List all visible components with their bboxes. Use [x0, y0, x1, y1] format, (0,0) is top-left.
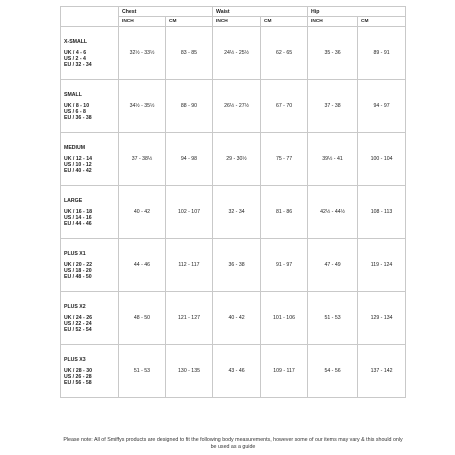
measurement-cell: 89 - 91	[358, 27, 406, 80]
us-size: US / 10 - 12	[64, 162, 92, 168]
uk-size: UK / 4 - 6	[64, 50, 87, 56]
size-name: LARGE	[64, 198, 83, 204]
size-name: PLUS X3	[64, 357, 86, 363]
size-name: PLUS X1	[64, 251, 86, 257]
measurement-cell: 101 - 106	[261, 292, 308, 345]
table-row	[61, 186, 406, 239]
size-name: SMALL	[64, 92, 82, 98]
us-size: US / 26 - 28	[64, 374, 92, 380]
measurement-cell: 40 - 42	[119, 186, 166, 239]
size-cell	[61, 292, 119, 345]
measurement-cell: 54 - 56	[308, 345, 358, 398]
header-unit-cm: CM	[358, 17, 406, 27]
table-row	[61, 133, 406, 186]
measurement-cell: 67 - 70	[261, 80, 308, 133]
measurement-cell: 62 - 65	[261, 27, 308, 80]
measurement-cell: 100 - 104	[358, 133, 406, 186]
table-row	[61, 80, 406, 133]
header-group-waist: Waist	[213, 7, 308, 17]
measurement-cell: 36 - 38	[213, 239, 261, 292]
measurement-cell: 39½ - 41	[308, 133, 358, 186]
size-name: X-SMALL	[64, 39, 88, 45]
measurement-cell: 47 - 49	[308, 239, 358, 292]
eu-size: EU / 32 - 34	[64, 62, 92, 68]
measurement-cell: 121 - 127	[166, 292, 213, 345]
table-row	[61, 27, 406, 80]
uk-size: UK / 20 - 22	[64, 262, 92, 268]
measurement-cell: 109 - 117	[261, 345, 308, 398]
measurement-cell: 37 - 38	[308, 80, 358, 133]
uk-size: UK / 16 - 18	[64, 209, 92, 215]
measurement-cell: 83 - 85	[166, 27, 213, 80]
measurement-cell: 32 - 34	[213, 186, 261, 239]
measurement-cell: 119 - 124	[358, 239, 406, 292]
us-size: US / 2 - 4	[64, 56, 86, 62]
header-unit-inch: INCH	[213, 17, 261, 27]
measurement-cell: 24½ - 25½	[213, 27, 261, 80]
size-cell	[61, 239, 119, 292]
us-size: US / 22 - 24	[64, 321, 92, 327]
measurement-cell: 48 - 50	[119, 292, 166, 345]
eu-size: EU / 56 - 58	[64, 380, 92, 386]
header-unit-inch: INCH	[308, 17, 358, 27]
measurement-cell: 88 - 90	[166, 80, 213, 133]
measurement-cell: 129 - 134	[358, 292, 406, 345]
corner-cell	[61, 7, 119, 27]
size-cell	[61, 186, 119, 239]
measurement-cell: 112 - 117	[166, 239, 213, 292]
header-group-hip: Hip	[308, 7, 406, 17]
measurement-cell: 130 - 135	[166, 345, 213, 398]
size-cell	[61, 27, 119, 80]
measurement-cell: 51 - 53	[308, 292, 358, 345]
measurement-cell: 81 - 86	[261, 186, 308, 239]
us-size: US / 18 - 20	[64, 268, 92, 274]
size-name: MEDIUM	[64, 145, 86, 151]
eu-size: EU / 40 - 42	[64, 168, 92, 174]
uk-size: UK / 28 - 30	[64, 368, 92, 374]
size-cell	[61, 345, 119, 398]
measurement-cell: 40 - 42	[213, 292, 261, 345]
measurement-cell: 137 - 142	[358, 345, 406, 398]
size-chart-table	[60, 6, 406, 398]
uk-size: UK / 8 - 10	[64, 103, 90, 109]
measurement-cell: 108 - 113	[358, 186, 406, 239]
us-size: US / 6 - 8	[64, 109, 86, 115]
header-group-chest: Chest	[119, 7, 213, 17]
uk-size: UK / 12 - 14	[64, 156, 92, 162]
measurement-cell: 102 - 107	[166, 186, 213, 239]
measurement-cell: 91 - 97	[261, 239, 308, 292]
measurement-cell: 44 - 46	[119, 239, 166, 292]
disclaimer-note: Please note: All of Smiffys products are designed to fit the following body measurements, however some of our items may vary & this should only be used as a guide	[63, 437, 403, 450]
header-unit-inch: INCH	[119, 17, 166, 27]
measurement-cell: 42½ - 44½	[308, 186, 358, 239]
measurement-cell: 29 - 30½	[213, 133, 261, 186]
measurement-cell: 43 - 46	[213, 345, 261, 398]
measurement-cell: 51 - 53	[119, 345, 166, 398]
eu-size: EU / 36 - 38	[64, 115, 92, 121]
measurement-cell: 37 - 38½	[119, 133, 166, 186]
us-size: US / 14 - 16	[64, 215, 92, 221]
table-row	[61, 292, 406, 345]
table-row	[61, 345, 406, 398]
measurement-cell: 94 - 98	[166, 133, 213, 186]
measurement-cell: 26½ - 27½	[213, 80, 261, 133]
eu-size: EU / 48 - 50	[64, 274, 92, 280]
measurement-cell: 75 - 77	[261, 133, 308, 186]
header-unit-cm: CM	[261, 17, 308, 27]
table-row	[61, 239, 406, 292]
header-group-row	[61, 7, 406, 17]
measurement-cell: 34½ - 35½	[119, 80, 166, 133]
measurement-cell: 32½ - 33½	[119, 27, 166, 80]
size-cell	[61, 133, 119, 186]
size-name: PLUS X2	[64, 304, 86, 310]
uk-size: UK / 24 - 26	[64, 315, 92, 321]
eu-size: EU / 44 - 46	[64, 221, 92, 227]
eu-size: EU / 52 - 54	[64, 327, 92, 333]
measurement-cell: 35 - 36	[308, 27, 358, 80]
size-cell	[61, 80, 119, 133]
header-unit-cm: CM	[166, 17, 213, 27]
measurement-cell: 94 - 97	[358, 80, 406, 133]
